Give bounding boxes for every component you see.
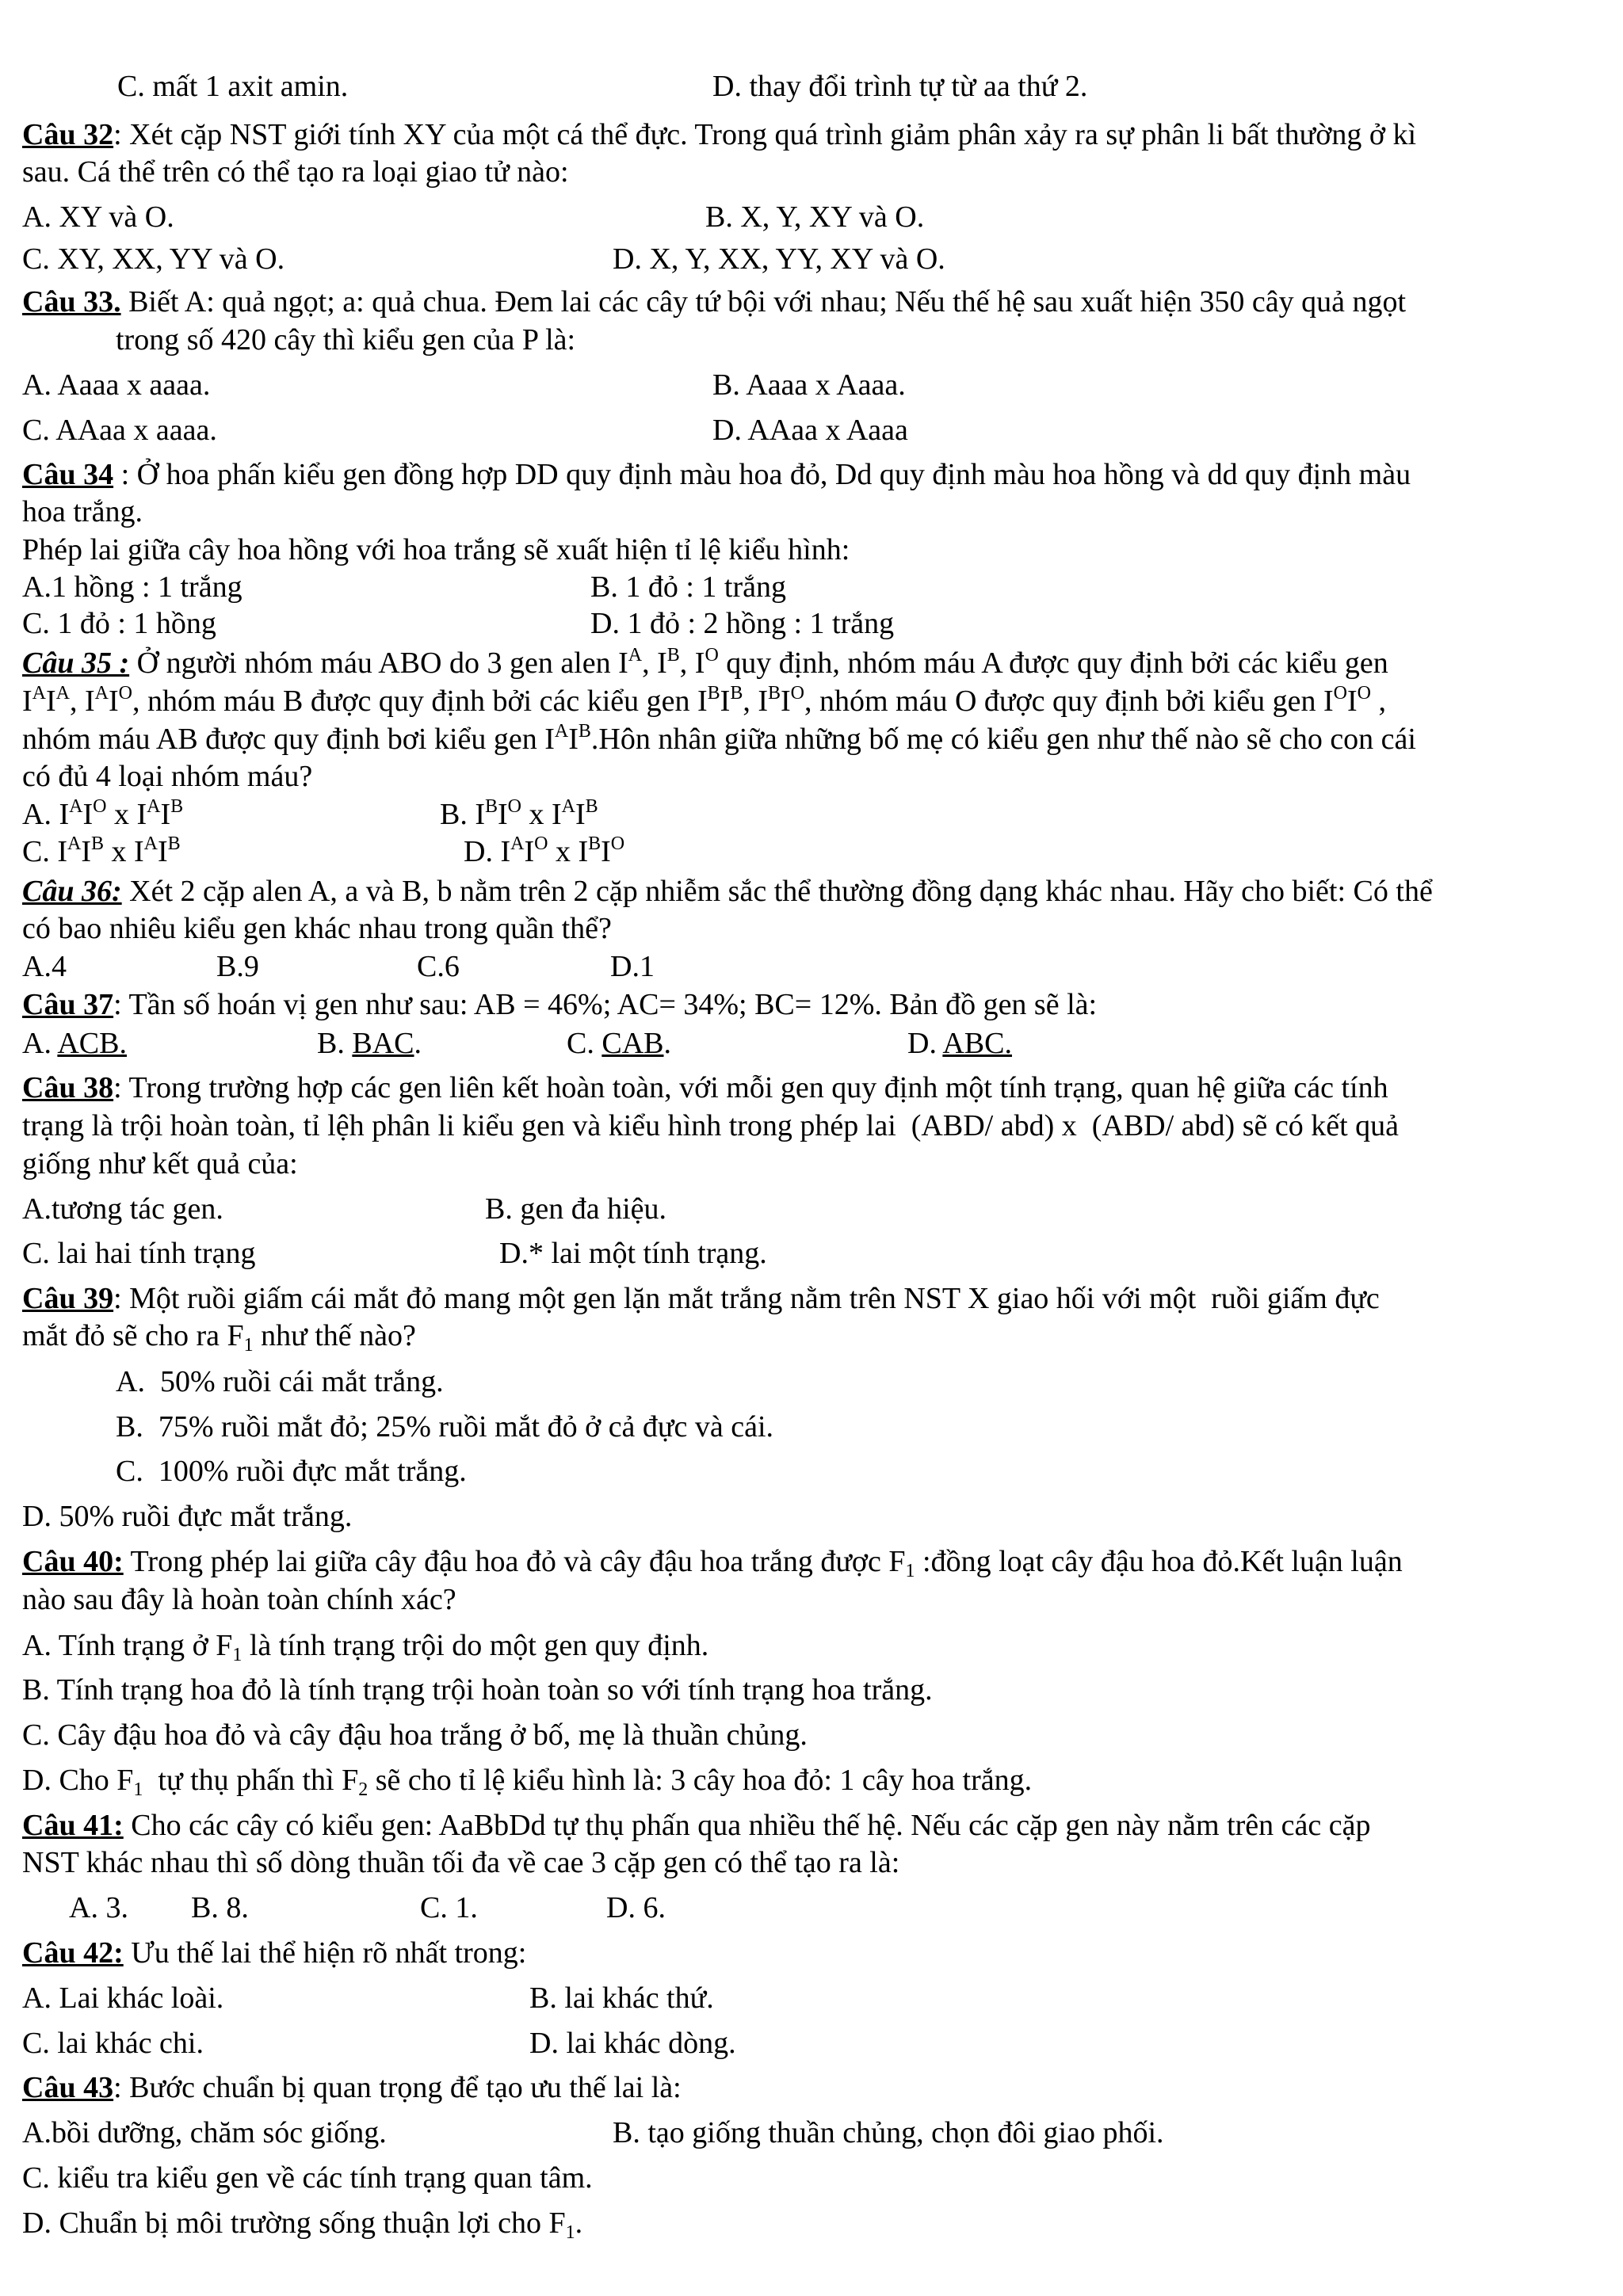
option-label: D. xyxy=(907,1027,943,1060)
q35-text: I xyxy=(568,723,579,756)
q32-number: Câu 32 xyxy=(22,118,114,151)
q37-number: Câu 37 xyxy=(22,988,114,1021)
option-answer: CAB xyxy=(601,1027,664,1060)
q38-option-b: B. gen đa hiệu. xyxy=(485,1192,667,1226)
q40-question xyxy=(22,1545,1403,1581)
q39-option-d: D. 50% ruồi đực mắt trắng. xyxy=(22,1500,353,1533)
q34-option-c: C. 1 đỏ : 1 hồng xyxy=(22,607,216,640)
q43-text-1: : Bước chuẩn bị quan trọng để tạo ưu thế lai là: xyxy=(113,2071,682,2104)
cross-sign: x xyxy=(521,798,552,831)
q41-question xyxy=(22,1810,1371,1840)
q34-option-a: A.1 hồng : 1 trắng xyxy=(22,570,242,604)
q43-question xyxy=(22,2073,682,2103)
allele: I xyxy=(524,835,535,868)
q34-option-d: D. 1 đỏ : 2 hồng : 1 trắng xyxy=(590,607,895,640)
q35-option-d xyxy=(464,833,625,868)
q33-text-1: Biết A: quả ngọt; a: quả chua. Đem lai các cây tứ bội với nhau; Nếu thế hệ sau xuất hiện 350 cây quả ngọt xyxy=(120,285,1407,318)
q35-text: .Hôn nhân giữa những bố mẹ có kiểu gen như thế nào sẽ cho con cái xyxy=(590,723,1416,756)
q40-text: :đồng loạt cây đậu hoa đỏ.Kết luận luận xyxy=(915,1545,1403,1578)
q39-text-2 xyxy=(22,1319,416,1356)
q36-text-1: Xét 2 cặp alen A, a và B, b nằm trên 2 cặp nhiễm sắc thể thường đồng dạng khác nhau. Hãy cho biết: Có thể xyxy=(121,875,1433,908)
q35-text: , I xyxy=(679,646,705,680)
allele-sup: A xyxy=(32,683,46,704)
q34-number: Câu 34 xyxy=(22,458,114,491)
q36-number: Câu 36: xyxy=(22,875,122,908)
option-label: C. xyxy=(567,1027,602,1060)
q43-option-d xyxy=(22,2206,583,2243)
allele-sup: O xyxy=(610,833,625,854)
q40-option-a xyxy=(22,1629,709,1665)
q37-option-b xyxy=(317,1028,422,1058)
q42-option-c: C. lai khác chi. xyxy=(22,2027,204,2060)
q34-option-b: B. 1 đỏ : 1 trắng xyxy=(590,570,786,604)
allele-sup: O xyxy=(790,683,804,704)
allele-sup: O xyxy=(1333,683,1347,704)
q41-option-b: B. 8. xyxy=(191,1891,249,1924)
q38-option-a: A.tương tác gen. xyxy=(22,1192,223,1226)
allele-sup: A xyxy=(94,683,109,704)
allele-sup: A xyxy=(69,796,83,817)
q38-option-c: C. lai hai tính trạng xyxy=(22,1237,256,1270)
allele-sup: B xyxy=(666,645,680,666)
q35-text: quy định, nhóm máu A được quy định bởi các kiểu gen xyxy=(718,646,1388,680)
q35-text: Ở người nhóm máu ABO do 3 gen alen I xyxy=(129,646,628,680)
q34-text-3: Phép lai giữa cây hoa hồng với hoa trắng sẽ xuất hiện tỉ lệ kiểu hình: xyxy=(22,533,850,566)
q33-option-c: C. AAaa x aaaa. xyxy=(22,414,217,447)
q41-text-2: NST khác nhau thì số dòng thuần tối đa về cae 3 cặp gen có thể tạo ra là: xyxy=(22,1846,900,1879)
q38-text-2: trạng là trội hoàn toàn, tỉ lệh phân li kiểu gen và kiểu hình trong phép lai (ABD/ abd) x (ABD/ abd) sẽ có kết quả xyxy=(22,1109,1400,1142)
option-label: C. I xyxy=(22,835,67,868)
q32-option-c: C. XY, XX, YY và O. xyxy=(22,242,285,276)
cross-sign: x xyxy=(106,798,137,831)
q35-text: I xyxy=(46,685,56,718)
q40-text: là tính trạng trội do một gen quy định. xyxy=(242,1629,709,1662)
option-answer: ABC. xyxy=(942,1027,1012,1060)
q35-text: I xyxy=(781,685,791,718)
q37-question xyxy=(22,990,1097,1020)
allele: I xyxy=(575,798,586,831)
q41-text-1: Cho các cây có kiểu gen: AaBbDd tự thụ phấn qua nhiều thế hệ. Nếu các cặp gen này nằm trên các cặp xyxy=(123,1809,1371,1842)
allele-sup: A xyxy=(554,721,569,742)
q35-text: I xyxy=(22,685,32,718)
q34-question xyxy=(22,460,1411,490)
generation-sub: 1 xyxy=(232,1645,242,1665)
q42-question xyxy=(22,1938,526,1968)
q32-option-a: A. XY và O. xyxy=(22,200,174,234)
option-answer: BAC xyxy=(352,1027,414,1060)
allele-sup: B xyxy=(167,833,181,854)
q40-text: Trong phép lai giữa cây đậu hoa đỏ và cây đậu hoa trắng được F xyxy=(123,1545,906,1578)
q39-option-c: C. 100% ruồi đực mắt trắng. xyxy=(116,1455,467,1488)
q32-option-b: B. X, Y, XY và O. xyxy=(705,200,925,234)
allele-sup: B xyxy=(585,796,598,817)
option-punct: . xyxy=(414,1027,422,1060)
allele-sup: O xyxy=(534,833,548,854)
allele: I xyxy=(498,798,508,831)
q38-text-3: giống như kết quả của: xyxy=(22,1147,298,1180)
allele: I xyxy=(81,835,91,868)
q31-option-c: C. mất 1 axit amin. xyxy=(117,70,349,103)
q36-question xyxy=(22,876,1433,906)
q35-text: , nhóm máu O được quy định bởi kiểu gen I xyxy=(804,685,1334,718)
q39-question xyxy=(22,1283,1380,1314)
allele-sup: O xyxy=(705,645,719,666)
q32-text-1: : Xét cặp NST giới tính XY của một cá thể đực. Trong quá trình giảm phân xảy ra sự phân li bất thường ở kì xyxy=(113,118,1417,151)
q43-text: D. Chuẩn bị môi trường sống thuận lợi cho F xyxy=(22,2206,566,2240)
q35-option-a xyxy=(22,796,184,831)
allele-sup: B xyxy=(170,796,184,817)
q38-question xyxy=(22,1073,1388,1103)
allele-sup: A xyxy=(55,683,70,704)
q35-option-c xyxy=(22,833,181,868)
q39-text: mắt đỏ sẽ cho ra F xyxy=(22,1319,244,1352)
allele-sup: B xyxy=(485,796,498,817)
q43-option-c: C. kiểu tra kiểu gen về các tính trạng quan tâm. xyxy=(22,2161,593,2195)
q35-number: Câu 35 : xyxy=(22,646,130,680)
allele: I xyxy=(158,835,168,868)
allele-sup: A xyxy=(510,833,525,854)
q35-line-4: có đủ 4 loại nhóm máu? xyxy=(22,760,313,793)
allele-sup: A xyxy=(147,796,161,817)
q42-text-1: Ưu thế lai thể hiện rõ nhất trong: xyxy=(123,1936,527,1970)
allele-sup: B xyxy=(767,683,781,704)
generation-sub: 1 xyxy=(243,1335,254,1356)
q35-text: , nhóm máu B được quy định bởi các kiểu gen I xyxy=(132,685,708,718)
q41-option-d: D. 6. xyxy=(606,1891,666,1924)
q37-option-c xyxy=(567,1028,671,1058)
q32-text-2: sau. Cá thể trên có thể tạo ra loại giao tử nào: xyxy=(22,155,569,189)
option-label: A. I xyxy=(22,798,70,831)
q36-option-a: A.4 xyxy=(22,950,67,983)
q39-text: như thế nào? xyxy=(253,1319,416,1352)
allele-sup: B xyxy=(588,833,601,854)
q40-text: D. Cho F xyxy=(22,1764,134,1797)
q42-option-a: A. Lai khác loài. xyxy=(22,1981,224,2015)
q36-option-d: D.1 xyxy=(610,950,655,983)
q35-text: I xyxy=(720,685,731,718)
q40-text: sẽ cho tỉ lệ kiểu hình là: 3 cây hoa đỏ: 1 cây hoa trắng. xyxy=(368,1764,1033,1797)
q36-text-2: có bao nhiêu kiểu gen khác nhau trong quần thể? xyxy=(22,912,612,945)
allele: I xyxy=(552,798,562,831)
allele: I xyxy=(82,798,94,831)
q33-option-b: B. Aaaa x Aaaa. xyxy=(712,368,906,402)
allele-sup: O xyxy=(507,796,522,817)
option-label: A. xyxy=(22,1027,58,1060)
allele-sup: A xyxy=(143,833,158,854)
q40-option-b: B. Tính trạng hoa đỏ là tính trạng trội hoàn toàn so với tính trạng hoa trắng. xyxy=(22,1673,933,1707)
allele-sup: O xyxy=(93,796,107,817)
q40-option-c: C. Cây đậu hoa đỏ và cây đậu hoa trắng ở bố, mẹ là thuần chủng. xyxy=(22,1718,808,1752)
q41-option-c: C. 1. xyxy=(420,1891,478,1924)
q36-option-c: C.6 xyxy=(417,950,460,983)
allele-sup: B xyxy=(91,833,105,854)
q39-number: Câu 39 xyxy=(22,1282,114,1315)
q40-text: A. Tính trạng ở F xyxy=(22,1629,233,1662)
q40-option-d xyxy=(22,1764,1033,1800)
q39-text-1: : Một ruồi giấm cái mắt đỏ mang một gen lặn mắt trắng nằm trên NST X giao hối với một ruồi giấm đực xyxy=(113,1282,1380,1315)
option-punct: . xyxy=(663,1027,671,1060)
q38-option-d: D.* lai một tính trạng. xyxy=(499,1237,767,1270)
q40-text: tự thụ phấn thì F xyxy=(143,1764,359,1797)
q35-text: nhóm máu AB được quy định bơi kiểu gen I xyxy=(22,723,555,756)
q35-question xyxy=(22,645,1388,680)
q32-option-d: D. X, Y, XX, YY, XY và O. xyxy=(613,242,945,276)
q33-option-d: D. AAaa x Aaaa xyxy=(712,414,908,447)
q34-text-1: : Ở hoa phấn kiểu gen đồng hợp DD quy định màu hoa đỏ, Dd quy định màu hoa hồng và dd quy định màu xyxy=(113,458,1411,491)
q33-option-a: A. Aaaa x aaaa. xyxy=(22,368,211,402)
allele-sup: B xyxy=(730,683,743,704)
q43-option-b: B. tạo giống thuần chủng, chọn đôi giao phối. xyxy=(613,2116,1164,2149)
option-label: B. I xyxy=(440,798,485,831)
option-label: D. I xyxy=(464,835,511,868)
q37-option-a xyxy=(22,1028,127,1058)
q31-option-d: D. thay đổi trình tự từ aa thứ 2. xyxy=(712,70,1088,103)
allele-sup: O xyxy=(118,683,132,704)
q36-option-b: B.9 xyxy=(216,950,259,983)
cross-sign: x xyxy=(104,835,135,868)
q35-line-2 xyxy=(22,683,1386,718)
q43-text: . xyxy=(575,2206,583,2240)
cross-sign: x xyxy=(548,835,579,868)
q38-text-1: : Trong trường hợp các gen liên kết hoàn toàn, với mỗi gen quy định một tính trạng, quan hệ giữa các tính xyxy=(113,1071,1388,1104)
q41-option-a: A. 3. xyxy=(69,1891,128,1924)
option-label: B. xyxy=(317,1027,353,1060)
q35-text: , I xyxy=(70,685,95,718)
q38-number: Câu 38 xyxy=(22,1071,114,1104)
q43-number: Câu 43 xyxy=(22,2071,114,2104)
q35-text: I xyxy=(109,685,119,718)
q39-option-b: B. 75% ruồi mắt đỏ; 25% ruồi mắt đỏ ở cả đực và cái. xyxy=(116,1410,774,1444)
q37-text-1: : Tần số hoán vị gen như sau: AB = 46%; AC= 34%; BC= 12%. Bản đồ gen sẽ là: xyxy=(113,988,1098,1021)
q35-text: , I xyxy=(743,685,768,718)
allele-sup: O xyxy=(1357,683,1371,704)
q42-option-d: D. lai khác dòng. xyxy=(529,2027,736,2060)
q34-text-2: hoa trắng. xyxy=(22,495,143,528)
q40-text-2: nào sau đây là hoàn toàn chính xác? xyxy=(22,1583,456,1616)
q42-option-b: B. lai khác thứ. xyxy=(529,1981,714,2015)
generation-sub: 1 xyxy=(133,1779,143,1800)
generation-sub: 1 xyxy=(565,2222,575,2243)
q33-number: Câu 33. xyxy=(22,285,121,318)
allele: I xyxy=(136,798,147,831)
q40-number: Câu 40: xyxy=(22,1545,124,1578)
allele-sup: A xyxy=(561,796,576,817)
q35-option-b xyxy=(440,796,598,831)
allele-sup: A xyxy=(67,833,82,854)
q35-text: I xyxy=(1346,685,1358,718)
q41-number: Câu 41: xyxy=(22,1809,124,1842)
allele: I xyxy=(601,835,611,868)
q39-option-a: A. 50% ruồi cái mắt trắng. xyxy=(116,1365,444,1398)
q35-text: , xyxy=(1370,685,1386,718)
q42-number: Câu 42: xyxy=(22,1936,124,1970)
q43-option-a: A.bồi dưỡng, chăm sóc giống. xyxy=(22,2116,387,2149)
allele: I xyxy=(578,835,589,868)
allele-sup: A xyxy=(628,645,643,666)
q37-option-d xyxy=(907,1028,1012,1058)
allele-sup: B xyxy=(578,721,591,742)
generation-sub: 1 xyxy=(905,1561,915,1581)
allele: I xyxy=(160,798,171,831)
q33-text-2: trong số 420 cây thì kiểu gen của P là: xyxy=(116,323,576,357)
q35-line-3 xyxy=(22,721,1416,756)
q33-question xyxy=(22,287,1406,317)
q32-question xyxy=(22,120,1416,150)
generation-sub: 2 xyxy=(358,1779,369,1800)
option-answer: ACB. xyxy=(57,1027,127,1060)
allele: I xyxy=(134,835,144,868)
allele-sup: B xyxy=(707,683,720,704)
q35-text: , I xyxy=(642,646,667,680)
